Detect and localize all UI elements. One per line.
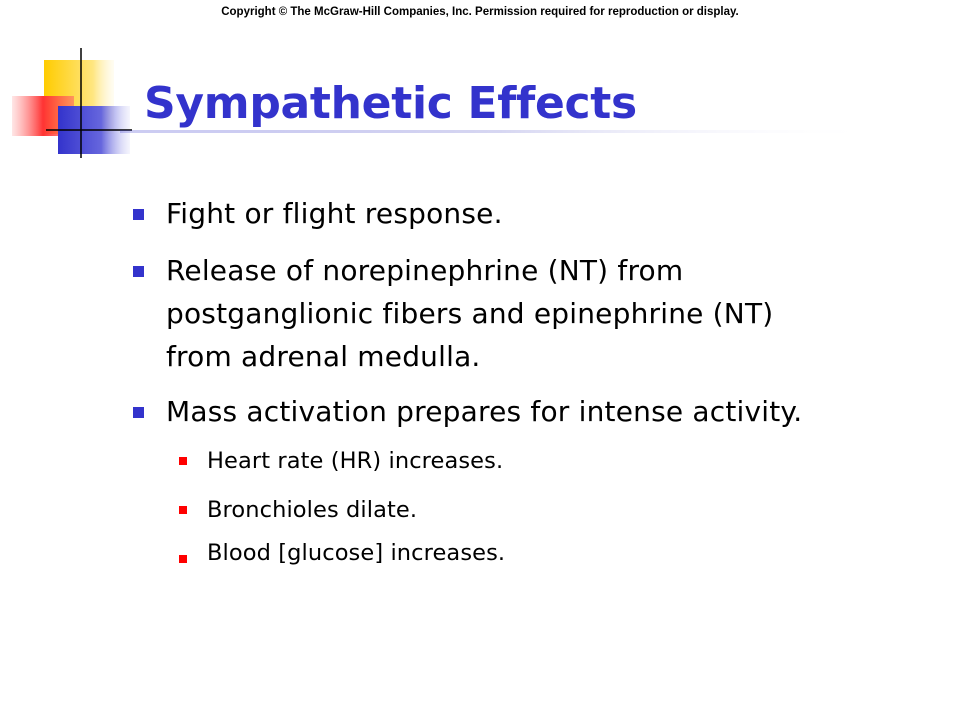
bullet-text: Mass activation prepares for intense activity. — [166, 395, 803, 428]
bullet-text-continuation: postganglionic fibers and epinephrine (NT) — [166, 297, 774, 330]
bullet-text-continuation: from adrenal medulla. — [166, 340, 481, 373]
bullet-marker — [133, 407, 144, 418]
sub-bullet-marker — [179, 555, 187, 563]
copyright-notice: Copyright © The McGraw-Hill Companies, Inc. Permission required for reproduction or display. — [221, 6, 739, 18]
sub-bullet-text: Blood [glucose] increases. — [207, 540, 506, 566]
sub-bullet-text: Heart rate (HR) increases. — [207, 448, 504, 474]
bullet-marker — [133, 266, 144, 277]
slide-title: Sympathetic Effects — [144, 78, 637, 129]
bullet-marker — [133, 209, 144, 220]
bullet-text: Release of norepinephrine (NT) from — [166, 254, 684, 287]
bullet-text: Fight or flight response. — [166, 197, 503, 230]
sub-bullet-text: Bronchioles dilate. — [207, 497, 418, 523]
sub-bullet-marker — [179, 506, 187, 514]
sub-bullet-marker — [179, 457, 187, 465]
